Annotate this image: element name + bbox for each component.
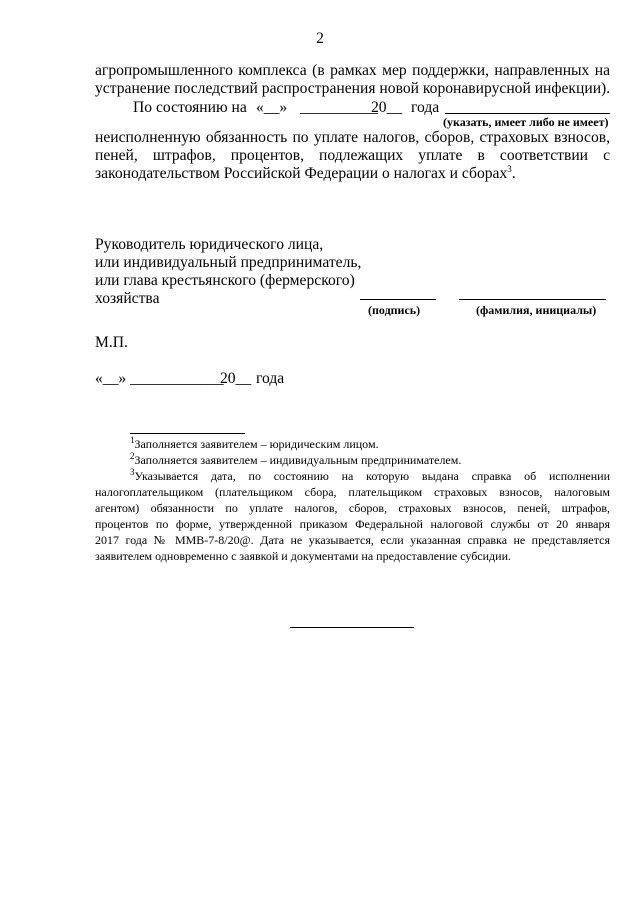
paragraph-1-line-2: устранение последствий распространения новой коронавирусной инфекции). (95, 80, 611, 97)
status-month-blank: __________ (300, 99, 378, 116)
status-day: «__» (256, 99, 288, 116)
signer-line-2: или индивидуальный предприниматель, (95, 254, 362, 271)
signature-label: (подпись) (368, 303, 421, 317)
footnote-3-line-2: налогоплательщиком (плательщиком сбора, плательщиком страховых взносов, налоговым (95, 485, 610, 499)
date-year-word: года (256, 370, 285, 387)
paragraph-2-line-3-end: . (511, 165, 516, 182)
footnote-2-text: Заполняется заявителем – индивидуальным предпринимателем. (134, 453, 462, 467)
footnote-ref-3: 3 (507, 163, 512, 174)
footnote-3-mark: 3 (130, 467, 135, 477)
status-prefix: По состоянию на (133, 99, 247, 116)
date-month-blank: ____________ (130, 370, 224, 387)
date-year: 20__ (220, 370, 252, 387)
stamp-label: М.П. (95, 334, 128, 351)
paragraph-2-line-2: пеней, штрафов, процентов, подлежащих уплате в соответствии с (95, 147, 610, 164)
signer-line-3: или глава крестьянского (фермерского) (95, 272, 355, 289)
signer-line-4: хозяйства (95, 290, 160, 307)
signer-line-1: Руководитель юридического лица, (95, 236, 324, 253)
paragraph-2-line-3 (95, 165, 516, 183)
footnote-3-line-6: заявителем одновременно с заявкой и документами на предоставление субсидии. (95, 549, 512, 563)
footnote-3-line-3: агентом) обязанности по уплате налогов, сборов, страховых взносов, пеней, штрафов, (95, 501, 610, 515)
footnote-3-line-4: процентов по форме, утвержденной приказом Федеральной налоговой службы от 20 января (95, 517, 610, 531)
status-blank-line (445, 113, 610, 114)
status-year: 20__ (371, 99, 403, 116)
name-line (459, 299, 606, 300)
status-hint: (указать, имеет либо не имеет) (443, 115, 609, 129)
footnote-2 (130, 453, 461, 467)
paragraph-2-line-1: неисполненную обязанность по уплате налогов, сборов, страховых взносов, (95, 129, 610, 146)
page-number: 2 (316, 30, 324, 47)
footnote-1 (130, 437, 379, 451)
closing-rule (290, 627, 414, 628)
signature-line (360, 299, 436, 300)
footnote-3-line-1 (130, 469, 610, 483)
date-day: «__» (95, 370, 127, 387)
footnote-1-mark: 1 (130, 435, 135, 445)
paragraph-1-line-1: агропромышленного комплекса (в рамках мер поддержки, направленных на (95, 62, 610, 79)
footnote-3-text-1: Указывается дата, по состоянию на которую выдана справка об исполнении (134, 469, 610, 483)
footnote-1-text: Заполняется заявителем – юридическим лицом. (134, 437, 379, 451)
footnote-3-line-5: 2017 года № ММВ-7-8/20@. Дата не указывается, если указанная справка не представляется (95, 533, 610, 547)
name-label: (фамилия, инициалы) (476, 303, 597, 317)
footnote-separator (130, 433, 245, 434)
status-year-word: года (411, 99, 440, 116)
footnote-2-mark: 2 (130, 451, 135, 461)
paragraph-2-line-3-text: законодательством Российской Федерации о налогах и сборах (95, 165, 508, 182)
